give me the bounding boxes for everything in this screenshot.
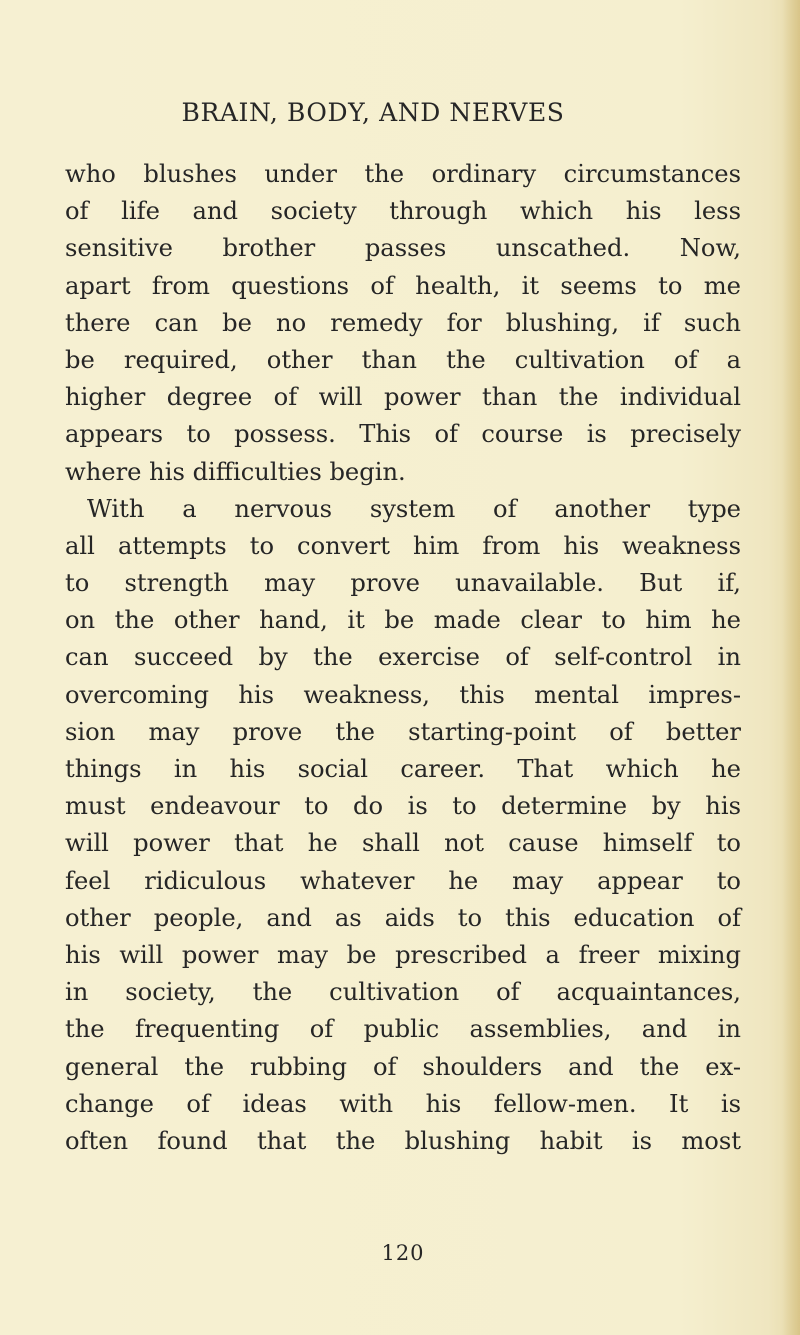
text-line: feel ridiculous whatever he may appear to — [65, 866, 741, 895]
text-line: can succeed by the exercise of self-control in — [65, 643, 741, 672]
text-line: where his difficulties begin. — [65, 457, 406, 486]
page-number: 120 — [381, 1241, 425, 1265]
running-head: BRAIN, BODY, AND NERVES — [181, 98, 565, 127]
text-line: general the rubbing of shoulders and the ex- — [65, 1052, 741, 1081]
text-line: other people, and as aids to this education of — [65, 903, 741, 932]
text-line: all attempts to convert him from his weakness — [65, 531, 741, 560]
text-line: sion may prove the starting-point of better — [65, 717, 741, 746]
text-line: overcoming his weakness, this mental impres- — [65, 680, 741, 709]
text-line: of life and society through which his less — [65, 197, 741, 226]
text-line: to strength may prove unavailable. But if, — [65, 569, 741, 598]
text-line: in society, the cultivation of acquaintances, — [65, 978, 741, 1007]
text-line: appears to possess. This of course is precisely — [65, 420, 741, 449]
text-line: who blushes under the ordinary circumstances — [65, 160, 741, 188]
page-edge-shadow — [782, 0, 800, 1335]
text-line: his will power may be prescribed a freer mixing — [65, 940, 741, 969]
text-line: change of ideas with his fellow-men. It is — [65, 1089, 741, 1118]
text-line: sensitive brother passes unscathed. Now, — [65, 234, 741, 263]
text-line: often found that the blushing habit is most — [65, 1126, 741, 1155]
text-line: must endeavour to do is to determine by his — [65, 792, 741, 821]
text-line: higher degree of will power than the individual — [65, 383, 741, 412]
text-line: on the other hand, it be made clear to him he — [65, 606, 741, 635]
text-line: things in his social career. That which he — [65, 755, 741, 783]
text-line: With a nervous system of another type — [87, 494, 741, 523]
text-line: will power that he shall not cause himself to — [65, 829, 741, 858]
text-line: the frequenting of public assemblies, and in — [65, 1015, 741, 1044]
text-line: be required, other than the cultivation of a — [65, 345, 741, 374]
body-text — [65, 156, 741, 1160]
text-line: there can be no remedy for blushing, if such — [65, 308, 741, 337]
text-line: apart from questions of health, it seems to me — [65, 271, 741, 300]
